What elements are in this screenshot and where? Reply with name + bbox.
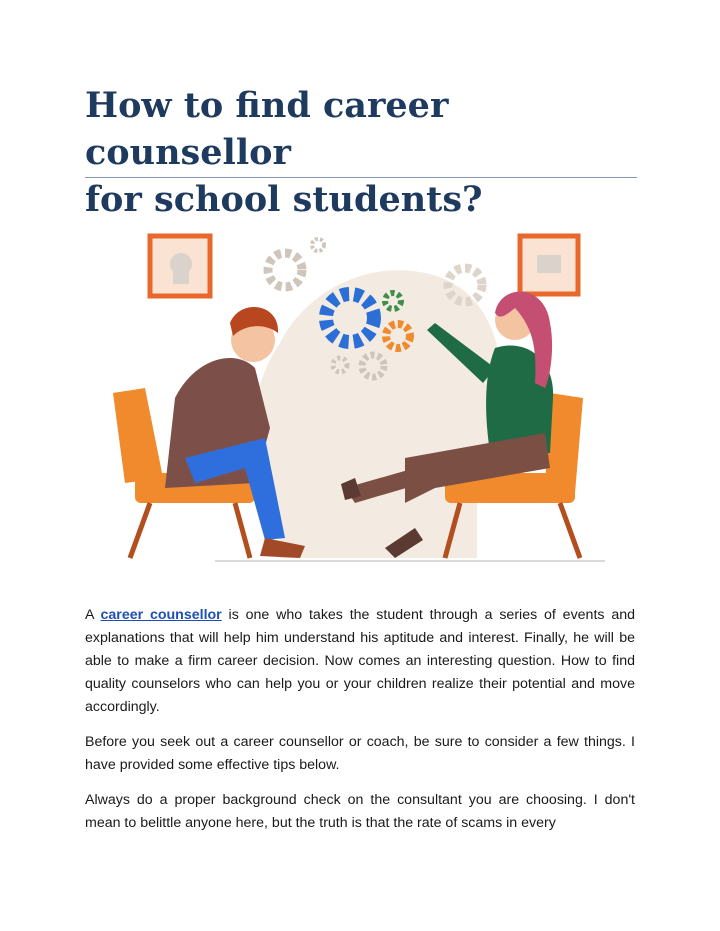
frame-left (150, 236, 210, 296)
counselling-session-illustration (105, 228, 610, 576)
paragraph-2: Before you seek out a career counsellor or coach, be sure to consider a few things. I have provided some effective tips below. (85, 734, 635, 773)
article-body (85, 604, 635, 847)
paragraph-3: Always do a proper background check on the consultant you are choosing. I don't mean to belittle anyone here, but the truth is that the rate of scams in every (85, 792, 635, 831)
paragraph-1: A career counsellor is one who takes the student through a series of events and explanations that will help him understand his aptitude and interest. Finally, he will be able to make a firm career decision. Now comes an interesting question. How to find quality counselors who can help you or your children realize their potential and move accordingly. (85, 607, 635, 715)
page-title (85, 82, 645, 223)
frame-right (520, 236, 578, 294)
title-divider (85, 177, 637, 178)
title-line-2: for school students? (85, 179, 483, 220)
career-counsellor-link[interactable]: career counsellor (100, 607, 222, 623)
title-line-1: How to find career counsellor (85, 85, 449, 173)
